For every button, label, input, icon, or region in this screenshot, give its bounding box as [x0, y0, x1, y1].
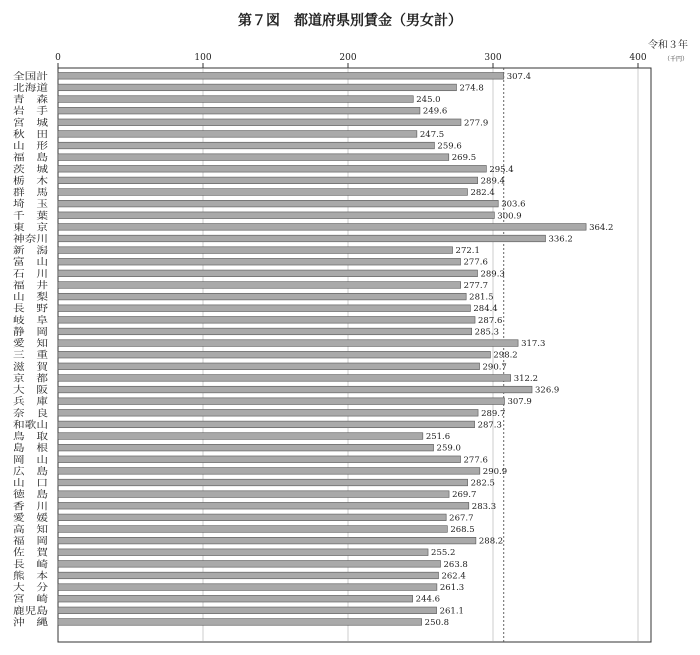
category-label: 三 重	[13, 350, 42, 362]
category-label: 東 京	[13, 222, 42, 234]
category-label: 鳥 取	[13, 431, 42, 443]
bar	[58, 595, 413, 602]
data-label: 317.3	[521, 339, 546, 350]
bar	[58, 479, 468, 486]
bar	[58, 107, 420, 114]
data-label: 303.6	[501, 199, 526, 210]
category-label: 新 潟	[13, 245, 42, 257]
category-label: 茨 城	[13, 164, 42, 176]
bar	[58, 154, 449, 161]
x-tick-label: 100	[194, 53, 212, 63]
data-label: 364.2	[589, 222, 614, 233]
category-label: 埼 玉	[13, 199, 42, 211]
category-label: 宮 城	[13, 117, 42, 129]
bar	[58, 165, 486, 172]
bar	[58, 258, 461, 265]
category-label: 島 根	[13, 443, 42, 455]
data-label: 289.4	[480, 176, 505, 187]
data-label: 261.1	[439, 606, 464, 617]
bar	[58, 224, 586, 231]
data-label: 277.6	[463, 455, 488, 466]
bar	[58, 607, 437, 614]
data-label: 249.6	[422, 106, 448, 117]
category-label: 全国計	[13, 71, 42, 83]
x-tick-label: 300	[484, 53, 502, 63]
bar	[58, 305, 470, 312]
bar	[58, 282, 461, 289]
bar	[58, 189, 467, 196]
data-label: 285.3	[474, 327, 500, 338]
era-label: 令和３年	[648, 40, 688, 51]
category-label: 宮 崎	[13, 594, 42, 606]
bar	[58, 340, 518, 347]
category-label: 岐 阜	[13, 315, 42, 327]
bar	[58, 270, 477, 277]
data-label: 251.6	[425, 432, 451, 443]
bar	[58, 96, 413, 103]
category-label: 佐 賀	[13, 547, 42, 559]
bar	[58, 584, 437, 591]
bar	[58, 247, 453, 254]
data-label: 255.2	[431, 548, 456, 559]
category-label: 群 馬	[13, 187, 42, 199]
data-label: 269.7	[452, 490, 477, 501]
bar	[58, 131, 417, 138]
data-label: 259.0	[436, 443, 461, 454]
data-label: 277.6	[463, 257, 488, 268]
category-label: 石 川	[13, 268, 48, 280]
data-label: 289.3	[480, 269, 505, 280]
category-label: 愛 知	[13, 338, 42, 350]
x-tick-label: 0	[55, 53, 61, 63]
bar	[58, 468, 480, 475]
bar	[58, 363, 480, 370]
data-label: 247.5	[419, 129, 445, 140]
data-label: 289.7	[481, 408, 506, 419]
data-label: 263.8	[443, 559, 468, 570]
category-label: 北海道	[13, 82, 42, 94]
category-label: 秋 田	[13, 129, 42, 141]
category-label: 広 島	[13, 466, 42, 478]
data-label: 295.4	[489, 164, 514, 175]
category-label: 高 知	[13, 524, 42, 536]
category-label: 岡 山	[13, 454, 42, 466]
x-tick-label: 400	[629, 53, 647, 63]
bar	[58, 456, 461, 463]
data-label: 307.9	[507, 397, 532, 408]
bar	[58, 491, 449, 498]
category-label: 岩 手	[13, 106, 42, 118]
category-label: 京 都	[13, 373, 42, 385]
category-label: 福 井	[13, 280, 42, 292]
category-label: 大 阪	[13, 385, 42, 397]
data-label: 290.7	[482, 362, 507, 373]
data-label: 269.5	[451, 153, 477, 164]
data-label: 298.2	[493, 350, 518, 361]
data-label: 262.4	[441, 571, 466, 582]
bar	[58, 398, 504, 405]
data-label: 267.7	[449, 513, 474, 524]
category-label: 山 口	[13, 478, 42, 490]
data-label: 261.3	[439, 583, 465, 594]
category-label: 愛 媛	[13, 512, 42, 524]
data-label: 250.8	[424, 617, 450, 628]
unit-label: （千円）	[663, 56, 688, 63]
bar	[58, 386, 532, 393]
category-label: 大 分	[13, 582, 42, 594]
category-label: 沖 縄	[13, 617, 42, 629]
bar	[58, 328, 472, 335]
data-label: 287.6	[478, 315, 503, 326]
bar	[58, 375, 511, 382]
category-label: 静 岡	[13, 326, 42, 338]
category-label: 和歌山	[13, 419, 42, 431]
bar	[58, 119, 461, 126]
data-label: 277.9	[463, 118, 489, 129]
data-label: 282.4	[470, 188, 495, 199]
bar	[58, 433, 423, 440]
bar	[58, 293, 466, 300]
data-label: 274.8	[459, 83, 484, 94]
bar	[58, 572, 438, 579]
bar	[58, 317, 475, 324]
category-label: 熊 本	[13, 570, 42, 582]
bar	[58, 619, 422, 626]
bar	[58, 212, 494, 219]
bar	[58, 526, 447, 533]
bar	[58, 84, 456, 91]
data-label: 288.2	[478, 536, 504, 547]
bar	[58, 351, 490, 358]
bar	[58, 537, 476, 544]
bar	[58, 561, 441, 568]
bar	[58, 514, 446, 521]
category-label: 福 岡	[13, 536, 42, 548]
data-label: 326.9	[535, 385, 560, 396]
bar	[58, 177, 478, 184]
x-tick-label: 200	[339, 53, 357, 63]
category-label: 富 山	[13, 257, 42, 269]
category-label: 栃 木	[13, 175, 42, 187]
category-label: 鹿児島	[13, 605, 42, 617]
chart-title: 第７図 都道府県別賃金（男女計）	[238, 13, 462, 29]
category-label: 神奈川	[13, 233, 42, 245]
category-label: 山 梨	[13, 292, 42, 304]
data-label: 336.2	[548, 234, 573, 245]
bar	[58, 73, 504, 80]
category-label: 山 形	[13, 141, 42, 153]
category-label: 長 崎	[13, 559, 42, 571]
data-label: 245.0	[416, 95, 441, 106]
data-label: 307.4	[506, 71, 532, 82]
data-label: 277.7	[463, 280, 489, 291]
category-label: 香 川	[13, 501, 42, 513]
data-label: 282.5	[470, 478, 495, 489]
category-label: 青 森	[13, 94, 42, 106]
bars-group	[13, 70, 613, 628]
bar	[58, 502, 469, 509]
bar	[58, 235, 545, 242]
data-label: 244.6	[415, 594, 441, 605]
category-label: 徳 島	[13, 489, 42, 501]
data-label: 268.5	[450, 524, 475, 535]
category-label: 福 島	[13, 152, 42, 164]
bar	[58, 142, 434, 149]
category-label: 千 葉	[13, 210, 42, 222]
category-label: 滋 賀	[13, 361, 42, 373]
data-label: 281.5	[469, 292, 494, 303]
bar	[58, 444, 434, 451]
data-label: 312.2	[513, 373, 539, 384]
data-label: 287.3	[477, 420, 502, 431]
data-label: 300.9	[497, 211, 522, 222]
data-label: 284.4	[473, 304, 498, 315]
bar	[58, 421, 475, 428]
category-label: 奈 良	[13, 408, 42, 420]
category-label: 兵 庫	[13, 396, 42, 408]
category-label: 長 野	[13, 303, 49, 315]
bar	[58, 409, 478, 416]
bar	[58, 549, 428, 556]
data-label: 259.6	[437, 141, 462, 152]
bar	[58, 200, 498, 207]
data-label: 272.1	[455, 246, 480, 257]
data-label: 290.9	[482, 466, 508, 477]
data-label: 283.3	[471, 501, 497, 512]
